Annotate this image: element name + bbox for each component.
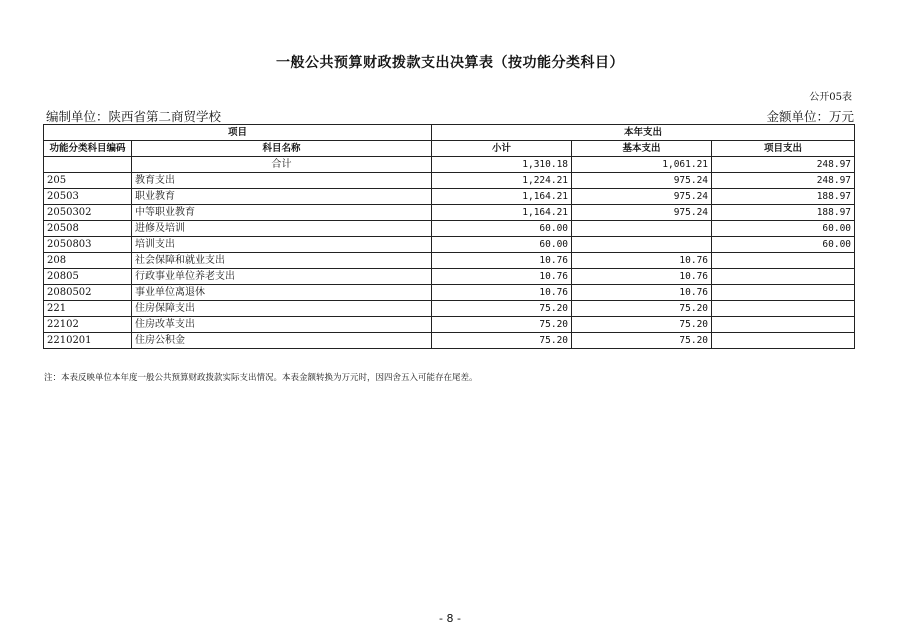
header-project: 项目支出 <box>712 141 855 157</box>
subtotal-cell: 10.76 <box>432 269 572 285</box>
table-row <box>44 173 855 189</box>
name-cell: 住房改革支出 <box>132 317 432 333</box>
total-code-cell <box>44 157 132 173</box>
code-cell: 2210201 <box>44 333 132 349</box>
subtotal-cell: 1,164.21 <box>432 205 572 221</box>
name-cell: 社会保障和就业支出 <box>132 253 432 269</box>
subtotal-cell: 60.00 <box>432 237 572 253</box>
basic-cell: 10.76 <box>572 269 712 285</box>
table-row <box>44 253 855 269</box>
compiling-unit: 编制单位：陕西省第二商贸学校 <box>46 109 222 124</box>
name-cell: 进修及培训 <box>132 221 432 237</box>
basic-cell: 75.20 <box>572 301 712 317</box>
basic-cell <box>572 237 712 253</box>
footnote: 注：本表反映单位本年度一般公共预算财政拨款实际支出情况。本表金额转换为万元时，因四舍五入可能存在尾差。 <box>44 373 478 383</box>
basic-cell: 75.20 <box>572 317 712 333</box>
code-cell: 20805 <box>44 269 132 285</box>
subtotal-cell: 1,224.21 <box>432 173 572 189</box>
total-project: 248.97 <box>712 157 855 173</box>
header-item-group: 项目 <box>44 125 432 141</box>
code-cell: 205 <box>44 173 132 189</box>
project-cell <box>712 317 855 333</box>
code-cell: 22102 <box>44 317 132 333</box>
project-cell: 60.00 <box>712 221 855 237</box>
form-number: 公开05表 <box>809 92 852 103</box>
total-subtotal: 1,310.18 <box>432 157 572 173</box>
table-row <box>44 205 855 221</box>
table-row <box>44 221 855 237</box>
name-cell: 住房保障支出 <box>132 301 432 317</box>
basic-cell: 75.20 <box>572 333 712 349</box>
subtotal-cell: 10.76 <box>432 253 572 269</box>
basic-cell: 10.76 <box>572 253 712 269</box>
subtotal-cell: 75.20 <box>432 301 572 317</box>
name-cell: 住房公积金 <box>132 333 432 349</box>
page-number: - 8 - <box>439 612 461 625</box>
project-cell <box>712 333 855 349</box>
basic-cell: 975.24 <box>572 173 712 189</box>
basic-cell: 975.24 <box>572 189 712 205</box>
page-title: 一般公共预算财政拨款支出决算表（按功能分类科目） <box>276 55 624 71</box>
basic-cell: 975.24 <box>572 205 712 221</box>
amount-unit: 金额单位：万元 <box>766 109 854 124</box>
header-row-columns <box>44 141 855 157</box>
subtotal-cell: 75.20 <box>432 333 572 349</box>
table-row <box>44 269 855 285</box>
name-cell: 培训支出 <box>132 237 432 253</box>
code-cell: 20508 <box>44 221 132 237</box>
code-cell: 221 <box>44 301 132 317</box>
project-cell: 60.00 <box>712 237 855 253</box>
name-cell: 行政事业单位养老支出 <box>132 269 432 285</box>
project-cell <box>712 269 855 285</box>
header-subtotal: 小计 <box>432 141 572 157</box>
table-row <box>44 317 855 333</box>
project-cell <box>712 253 855 269</box>
subtotal-cell: 10.76 <box>432 285 572 301</box>
name-cell: 职业教育 <box>132 189 432 205</box>
code-cell: 208 <box>44 253 132 269</box>
header-year-group: 本年支出 <box>432 125 855 141</box>
name-cell: 教育支出 <box>132 173 432 189</box>
code-cell: 2050803 <box>44 237 132 253</box>
code-cell: 2080502 <box>44 285 132 301</box>
name-cell: 中等职业教育 <box>132 205 432 221</box>
table-row <box>44 237 855 253</box>
total-label: 合计 <box>132 157 432 173</box>
subtotal-cell: 75.20 <box>432 317 572 333</box>
code-cell: 20503 <box>44 189 132 205</box>
total-row <box>44 157 855 173</box>
project-cell: 188.97 <box>712 205 855 221</box>
basic-cell <box>572 221 712 237</box>
header-code: 功能分类科目编码 <box>44 141 132 157</box>
name-cell: 事业单位离退休 <box>132 285 432 301</box>
code-cell: 2050302 <box>44 205 132 221</box>
total-basic: 1,061.21 <box>572 157 712 173</box>
project-cell <box>712 285 855 301</box>
header-name: 科目名称 <box>132 141 432 157</box>
budget-table <box>43 124 855 349</box>
header-row-group <box>44 125 855 141</box>
project-cell: 188.97 <box>712 189 855 205</box>
table-row <box>44 333 855 349</box>
table-row <box>44 285 855 301</box>
table-row <box>44 301 855 317</box>
project-cell: 248.97 <box>712 173 855 189</box>
subtotal-cell: 60.00 <box>432 221 572 237</box>
table-row <box>44 189 855 205</box>
basic-cell: 10.76 <box>572 285 712 301</box>
header-basic: 基本支出 <box>572 141 712 157</box>
subtotal-cell: 1,164.21 <box>432 189 572 205</box>
project-cell <box>712 301 855 317</box>
